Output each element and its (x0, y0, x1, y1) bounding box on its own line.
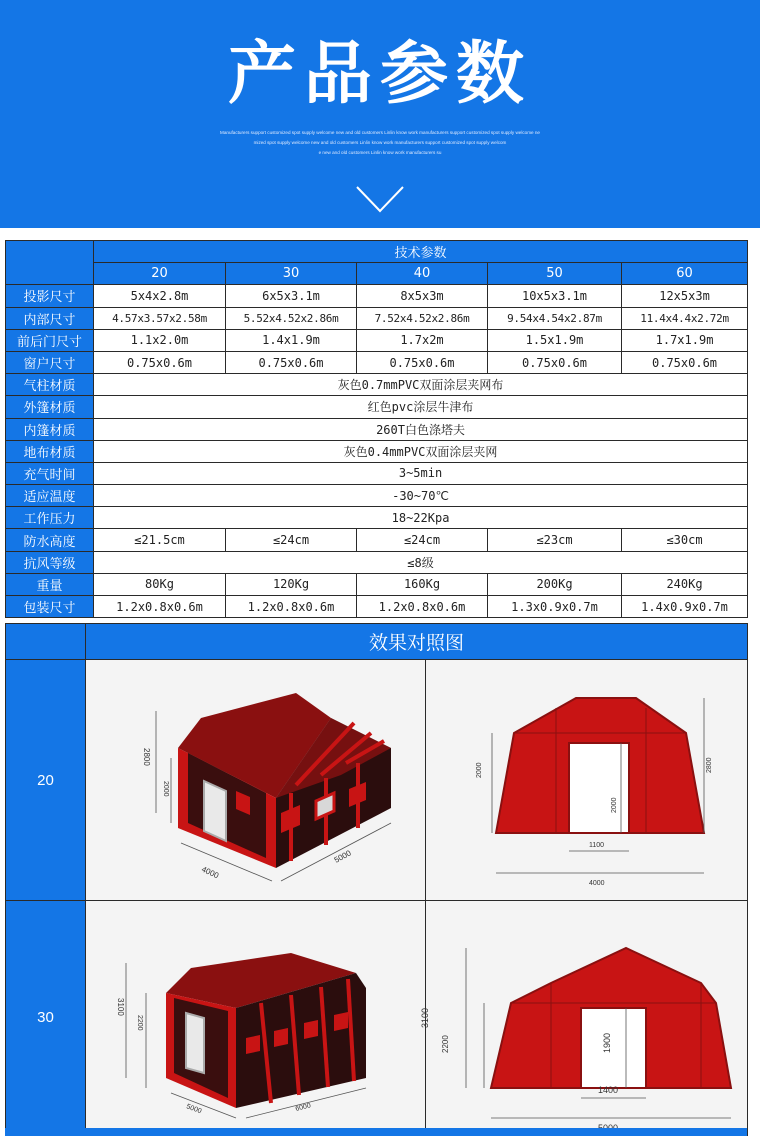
spec-merged-value-cell: 灰色0.4mmPVC双面涂层夹网 (94, 440, 748, 462)
spec-row-label: 外篷材质 (6, 396, 94, 418)
tent-perspective-image (86, 660, 426, 900)
spec-value-cell: ≤24cm (357, 529, 488, 551)
spec-value-cell: 80Kg (94, 573, 226, 595)
spec-row-label: 窗户尺寸 (6, 351, 94, 373)
dimension-label: 2800 (142, 747, 151, 766)
spec-merged-value-cell: 18~22Kpa (94, 507, 748, 529)
spec-row-label: 适应温度 (6, 485, 94, 507)
spec-merged-value-cell: -30~70℃ (94, 485, 748, 507)
banner-subtitle-line: mized spot supply welcome new and old customers Linlin know work manufacturers support customized spot supply welcom (253, 140, 507, 145)
spec-value-cell: 1.2x0.8x0.6m (357, 596, 488, 618)
model-header-row (6, 263, 748, 285)
spec-row-label: 包装尺寸 (6, 596, 94, 618)
dimension-label: 2800 (706, 757, 713, 773)
spec-value-cell: 160Kg (357, 573, 488, 595)
spec-row (6, 418, 748, 440)
spec-row (6, 485, 748, 507)
spec-value-cell: 11.4x4.4x2.72m (622, 307, 748, 329)
dimension-label: 3100 (420, 1007, 430, 1028)
tent-perspective-image (86, 900, 426, 1135)
spec-value-cell: 8x5x3m (357, 285, 488, 307)
effect-title: 效果对照图 (86, 624, 748, 660)
spec-row-label: 抗风等级 (6, 551, 94, 573)
banner-subtitle (150, 128, 610, 158)
dimension-label: 2200 (136, 1014, 143, 1031)
spec-row (6, 351, 748, 373)
spec-row (6, 507, 748, 529)
spec-row-label: 工作压力 (6, 507, 94, 529)
spec-value-cell: 12x5x3m (622, 285, 748, 307)
dimension-label: 3100 (116, 997, 125, 1016)
spec-value-cell: ≤23cm (488, 529, 622, 551)
spec-row (6, 596, 748, 618)
banner-subtitle-line: e new and old customers Linlin know work manufacturers su (318, 150, 442, 155)
model-header-cell: 50 (488, 263, 622, 285)
effect-model-label: 20 (6, 660, 86, 900)
dimension-label: 2200 (441, 1035, 450, 1053)
spec-value-cell: ≤24cm (226, 529, 357, 551)
dimension-label: 5000 (332, 848, 353, 865)
spec-value-cell: 1.2x0.8x0.6m (226, 596, 357, 618)
effect-comparison-table (5, 623, 748, 1136)
dimension-label: 6000 (294, 1102, 312, 1113)
next-row-header-strip (5, 1128, 747, 1136)
chevron-down-icon (354, 184, 406, 214)
spec-merged-value-cell: 260T白色涤塔夫 (94, 418, 748, 440)
spec-row (6, 462, 748, 484)
spec-value-cell: 6x5x3.1m (226, 285, 357, 307)
spec-row (6, 573, 748, 595)
spec-table-title: 技术参数 (94, 241, 748, 263)
spec-row (6, 285, 748, 307)
spec-row-label: 前后门尺寸 (6, 329, 94, 351)
dimension-label: 2000 (476, 762, 483, 778)
dimension-label: 2000 (611, 797, 618, 813)
spec-value-cell: 1.7x2m (357, 329, 488, 351)
spec-row-label: 防水高度 (6, 529, 94, 551)
spec-row (6, 374, 748, 396)
spec-row-label: 投影尺寸 (6, 285, 94, 307)
spec-row-label: 重量 (6, 573, 94, 595)
spec-value-cell: 1.5x1.9m (488, 329, 622, 351)
spec-value-cell: 1.4x0.9x0.7m (622, 596, 748, 618)
dimension-label: 2000 (162, 780, 169, 797)
spec-value-cell: 1.2x0.8x0.6m (94, 596, 226, 618)
spec-row (6, 396, 748, 418)
spec-value-cell: 240Kg (622, 573, 748, 595)
table-corner (6, 624, 86, 660)
spec-value-cell: 200Kg (488, 573, 622, 595)
spec-value-cell: 0.75x0.6m (226, 351, 357, 373)
effect-model-label: 30 (6, 900, 86, 1135)
spec-value-cell: 0.75x0.6m (357, 351, 488, 373)
spec-value-cell: 0.75x0.6m (488, 351, 622, 373)
spec-row (6, 440, 748, 462)
spec-value-cell: 1.3x0.9x0.7m (488, 596, 622, 618)
spec-row-label: 内篷材质 (6, 418, 94, 440)
model-header-cell: 30 (226, 263, 357, 285)
spec-value-cell: 1.4x1.9m (226, 329, 357, 351)
tent-front-view-image (420, 900, 748, 1135)
spec-value-cell: 0.75x0.6m (622, 351, 748, 373)
spec-row (6, 551, 748, 573)
banner-subtitle-line: Manufacturers support customized spot supply welcome new and old customers Linlin know work manufacturers support customized spot supply welcome ne (220, 130, 540, 135)
spec-row (6, 329, 748, 351)
tent-front-view-image (426, 660, 748, 900)
spec-value-cell: 1.7x1.9m (622, 329, 748, 351)
spec-merged-value-cell: 红色pvc涂层牛津布 (94, 396, 748, 418)
spec-merged-value-cell: 灰色0.7mmPVC双面涂层夹网布 (94, 374, 748, 396)
spec-value-cell: ≤21.5cm (94, 529, 226, 551)
spec-row (6, 307, 748, 329)
model-header-cell: 60 (622, 263, 748, 285)
spec-value-cell: 5.52x4.52x2.86m (226, 307, 357, 329)
page-title: 产品参数 (227, 35, 532, 114)
spec-row-label: 地布材质 (6, 440, 94, 462)
spec-value-cell: ≤30cm (622, 529, 748, 551)
model-header-cell: 20 (94, 263, 226, 285)
dimension-label: 1900 (602, 1032, 612, 1053)
table-corner (6, 241, 94, 285)
dimension-label: 4000 (589, 879, 605, 887)
spec-value-cell: 120Kg (226, 573, 357, 595)
spec-value-cell: 9.54x4.54x2.87m (488, 307, 622, 329)
dimension-label: 4000 (200, 864, 221, 880)
spec-value-cell: 0.75x0.6m (94, 351, 226, 373)
spec-row-label: 气柱材质 (6, 374, 94, 396)
spec-value-cell: 7.52x4.52x2.86m (357, 307, 488, 329)
spec-value-cell: 4.57x3.57x2.58m (94, 307, 226, 329)
spec-value-cell: 1.1x2.0m (94, 329, 226, 351)
spec-row-label: 内部尺寸 (6, 307, 94, 329)
header-banner (0, 0, 760, 228)
spec-value-cell: 5x4x2.8m (94, 285, 226, 307)
spec-value-cell: 10x5x3.1m (488, 285, 622, 307)
model-header-cell: 40 (357, 263, 488, 285)
spec-table (5, 240, 748, 618)
spec-merged-value-cell: 3~5min (94, 462, 748, 484)
dimension-label: 5000 (185, 1103, 203, 1116)
spec-row-label: 充气时间 (6, 462, 94, 484)
dimension-label: 1400 (598, 1084, 619, 1095)
dimension-label: 1100 (589, 841, 605, 849)
spec-merged-value-cell: ≤8级 (94, 551, 748, 573)
spec-row (6, 529, 748, 551)
